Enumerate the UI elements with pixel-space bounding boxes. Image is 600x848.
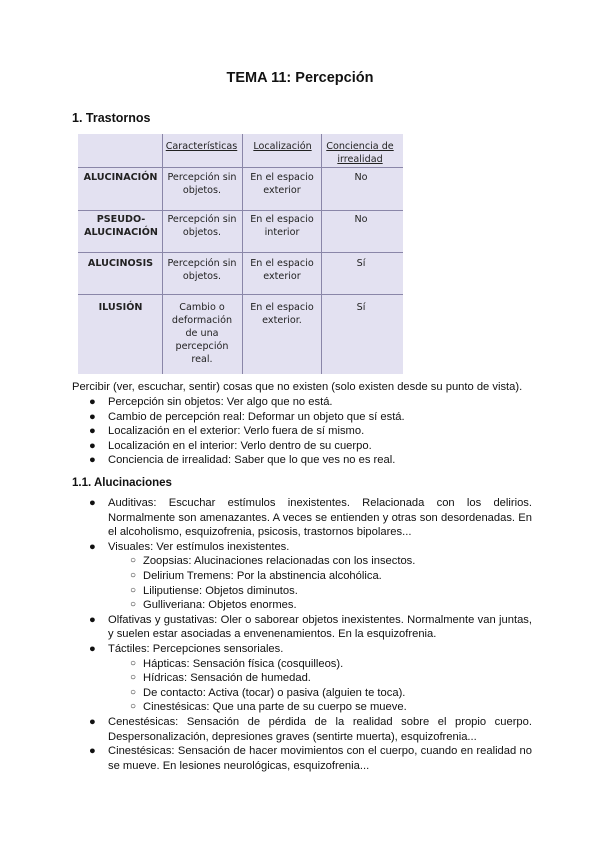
- sublist-item: ○ Hídricas: Sensación de humedad.: [130, 672, 311, 685]
- section-heading-alucinaciones: 1.1. Alucinaciones: [72, 477, 172, 489]
- sublist: [108, 657, 532, 715]
- table-cell: En el espacio interior: [250, 214, 314, 238]
- list-item: ● Cinestésicas: Sensación de hacer movimientos con el cuerpo, cuando en realidad no se mueve. En lesiones neurológicas, esquizofrenia...: [89, 745, 532, 772]
- sublist: [108, 554, 532, 612]
- header-caracteristicas: Características: [165, 141, 238, 152]
- sublist-item: ○ Liliputiense: Objetos diminutos.: [130, 584, 298, 597]
- list-item: ● Auditivas: Escuchar estímulos inexistentes. Relacionada con los delirios. Normalmente son amenazantes. A veces se entienden y otras son desordenadas. En el alcoholismo, esquizofrenia, psicosis, trastornos bipolares...: [89, 497, 532, 539]
- table-divider: [78, 210, 403, 211]
- table-divider: [78, 294, 403, 295]
- sublist-item: ○ Gulliveriana: Objetos enormes.: [130, 599, 297, 612]
- list-item: ● Localización en el exterior: Verlo fuera de sí mismo.: [89, 425, 365, 438]
- characteristics-list: [72, 395, 532, 468]
- table-divider: [78, 167, 403, 168]
- table-cell: Percepción sin objetos.: [167, 172, 237, 196]
- table-header-row: [78, 134, 403, 167]
- intro-paragraph: Percibir (ver, escuchar, sentir) cosas que no existen (solo existen desde su punto de vista).: [72, 381, 523, 393]
- table-cell: En el espacio exterior.: [250, 302, 314, 326]
- list-item: ● Visuales: Ver estímulos inexistentes. ○ Zoopsias: Alucinaciones relacionadas con los insectos. ○ Delirium Tremens: Por la abstinencia alcohólica. ○ Liliputiense: Objetos diminutos. ○ Gulliveriana: Objetos enormes.: [72, 540, 532, 613]
- sublist-item: ○ Hápticas: Sensación física (cosquilleos).: [130, 657, 344, 670]
- row-label-alucinosis: ALUCINOSIS: [87, 258, 154, 269]
- row-label-pseudo-alucinacion: PSEUDO-ALUCINACIÓN: [84, 214, 158, 238]
- sublist-item: ○ Delirium Tremens: Por la abstinencia alcohólica.: [130, 569, 382, 582]
- header-localizacion: Localización: [253, 141, 312, 152]
- list-item: ● Percepción sin objetos: Ver algo que no está.: [89, 396, 333, 408]
- list-item: ● Cenestésicas: Sensación de pérdida de la realidad sobre el propio cuerpo. Despersonalización, depresiones graves (sentirte muerta), esquizofrenia...: [89, 715, 532, 743]
- hallucinations-list: [72, 496, 532, 773]
- table-cell: Percepción sin objetos.: [167, 258, 237, 282]
- sublist-item: ○ De contacto: Activa (tocar) o pasiva (alguien te toca).: [130, 686, 406, 699]
- list-item: ● Cambio de percepción real: Deformar un objeto que sí está.: [89, 410, 405, 423]
- list-item: ● Táctiles: Percepciones sensoriales. ○ Hápticas: Sensación física (cosquilleos). ○ Hídricas: Sensación de humedad. ○ De contacto: Activa (tocar) o pasiva (alguien te toca). ○ Cinestésicas: Que una parte de su cuerpo se mueve.: [72, 642, 532, 715]
- table-cell: Percepción sin objetos.: [167, 214, 237, 238]
- sublist-item: ○ Cinestésicas: Que una parte de su cuerpo se mueve.: [130, 701, 407, 714]
- table-divider: [162, 134, 163, 374]
- list-item: ● Localización en el interior: Verlo dentro de su cuerpo.: [89, 439, 372, 452]
- table-cell: En el espacio exterior: [250, 258, 314, 282]
- section-heading-trastornos: 1. Trastornos: [72, 111, 151, 125]
- table-divider: [78, 252, 403, 253]
- list-item: ● Olfativas y gustativas: Oler o saborear objetos inexistentes. Normalmente van juntas, y suelen estar asociadas a envenenamientos. En la esquizofrenia.: [89, 613, 532, 641]
- table-divider: [242, 134, 243, 374]
- row-label-ilusion: ILUSIÓN: [98, 302, 143, 313]
- table-cell: Sí: [356, 258, 366, 269]
- table-cell: Sí: [356, 302, 366, 313]
- table-divider: [321, 134, 322, 374]
- table-cell: En el espacio exterior: [250, 172, 314, 196]
- table-cell: No: [354, 172, 368, 183]
- header-conciencia: Conciencia de irrealidad: [326, 141, 394, 165]
- list-item: ● Conciencia de irrealidad: Saber que lo que ves no es real.: [89, 454, 396, 467]
- table-cell: No: [354, 214, 368, 225]
- table-cell: Cambio o deformación de una percepción real.: [171, 302, 233, 365]
- row-label-alucinacion: ALUCINACIÓN: [83, 172, 158, 183]
- disorders-table: [78, 134, 403, 374]
- page-title: TEMA 11: Percepción: [226, 70, 374, 86]
- sublist-item: ○ Zoopsias: Alucinaciones relacionadas con los insectos.: [130, 555, 416, 568]
